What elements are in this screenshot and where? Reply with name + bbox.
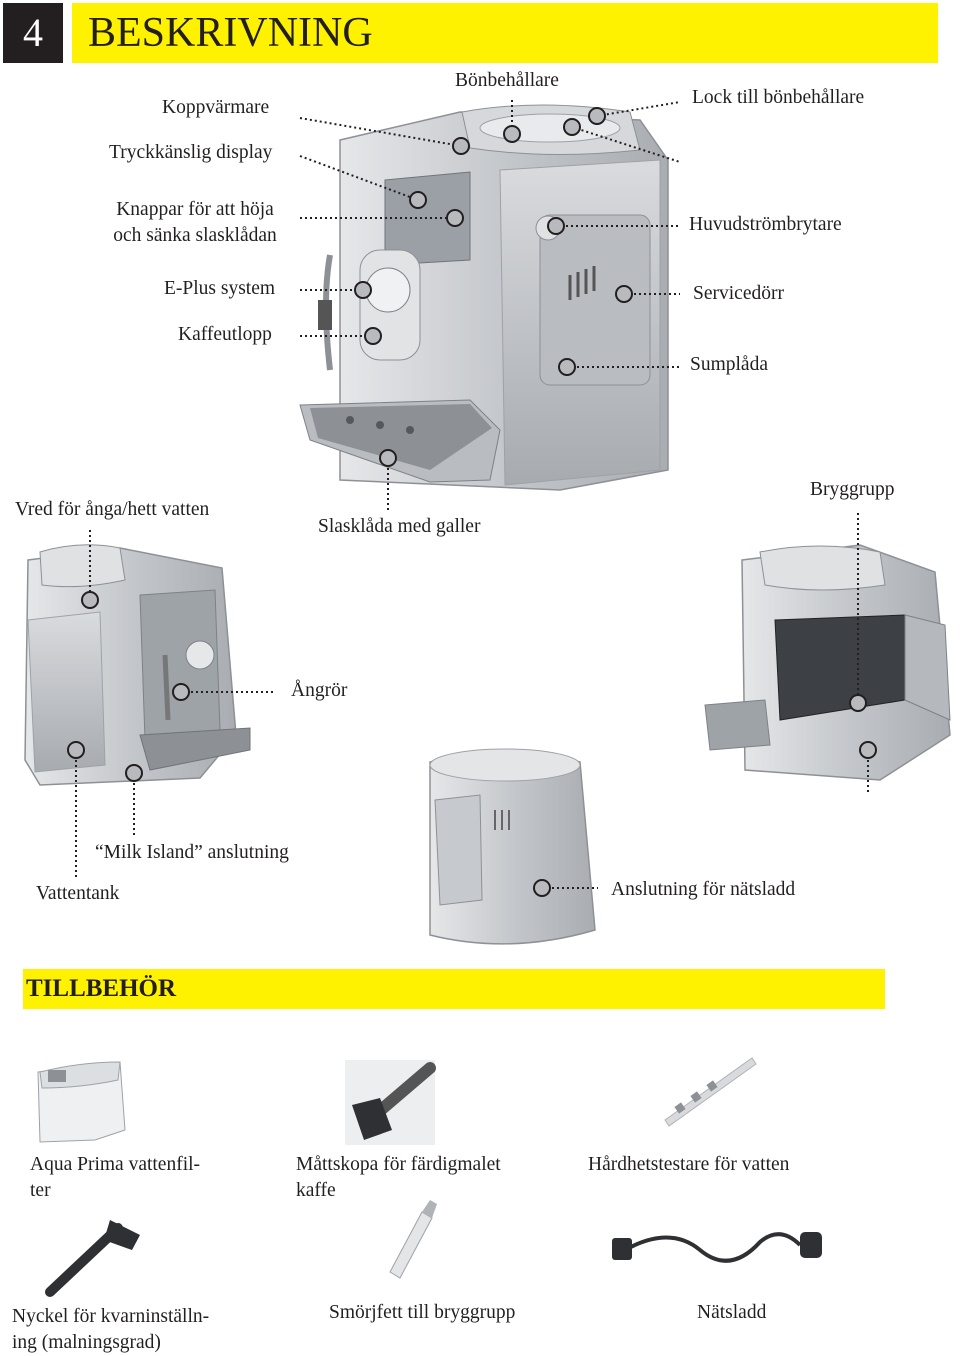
label-eplus-system: E-Plus system: [164, 278, 276, 299]
power-cord-icon: [612, 1232, 822, 1261]
accessory-nyckel: [12, 1304, 272, 1356]
accessory-smorjfett-line1: Smörjfett till bryggrupp: [329, 1302, 516, 1323]
accessory-hardhetstestare-line1: Hårdhetstestare för vatten: [588, 1154, 790, 1175]
section-number: 4: [3, 3, 63, 63]
hardness-test-strip-icon: [665, 1058, 756, 1126]
coffee-machine-main-icon: [300, 105, 668, 490]
label-bryggrupp: Bryggrupp: [810, 479, 895, 500]
label-anslutning-natsladd: Anslutning för nätsladd: [611, 879, 796, 900]
accessory-aqua-prima-line1: Aqua Prima vattenfil-: [30, 1154, 201, 1175]
accessories-title: TILLBEHÖR: [26, 975, 177, 1002]
accessory-aqua-prima: [30, 1152, 250, 1204]
accessory-hardhetstestare: [588, 1152, 888, 1178]
label-huvudstrombrytare: Huvudströmbrytare: [689, 214, 842, 235]
coffee-machine-side-icon: [25, 545, 250, 785]
label-servicedorr: Servicedörr: [693, 283, 784, 304]
accessory-mattskopa: [296, 1152, 556, 1204]
label-sumplada: Sumplåda: [690, 354, 768, 375]
measuring-scoop-icon: [345, 1060, 435, 1145]
label-lock-bonbehallare: Lock till bönbehållare: [692, 87, 865, 108]
label-vred-anga: Vred för ånga/hett vatten: [15, 499, 210, 520]
label-angror: Ångrör: [291, 680, 348, 701]
label-kaffeutlopp: Kaffeutlopp: [178, 324, 272, 345]
accessory-natsladd: [697, 1300, 857, 1326]
accessory-aqua-prima-line2: ter: [30, 1180, 51, 1201]
label-knappar-slasklada: [100, 197, 290, 249]
label-tryckkanslig-display: Tryckkänslig display: [109, 142, 273, 163]
water-filter-icon: [38, 1062, 125, 1142]
label-koppvarmare: Koppvärmare: [162, 97, 270, 118]
grinder-key-icon: [50, 1220, 140, 1292]
accessory-smorjfett: [329, 1300, 589, 1326]
coffee-machine-brew-group-icon: [705, 545, 950, 780]
label-bonbehallare: Bönbehållare: [455, 70, 559, 91]
accessory-mattskopa-line2: kaffe: [296, 1180, 336, 1201]
label-milk-island: “Milk Island” anslutning: [95, 842, 289, 863]
label-slasklada-galler: Slasklåda med galler: [318, 516, 481, 537]
grease-tube-icon: [390, 1200, 437, 1278]
accessory-nyckel-line2: ing (malningsgrad): [12, 1332, 161, 1353]
label-vattentank: Vattentank: [36, 883, 120, 904]
label-knappar-line2: och sänka slasklådan: [113, 225, 277, 246]
accessory-mattskopa-line1: Måttskopa för färdigmalet: [296, 1154, 501, 1175]
accessory-nyckel-line1: Nyckel för kvarninställn-: [12, 1306, 210, 1327]
accessory-natsladd-line1: Nätsladd: [697, 1302, 767, 1323]
page-title: BESKRIVNING: [88, 10, 373, 56]
coffee-machine-back-icon: [430, 749, 595, 944]
label-knappar-line1: Knappar för att höja: [116, 199, 274, 220]
